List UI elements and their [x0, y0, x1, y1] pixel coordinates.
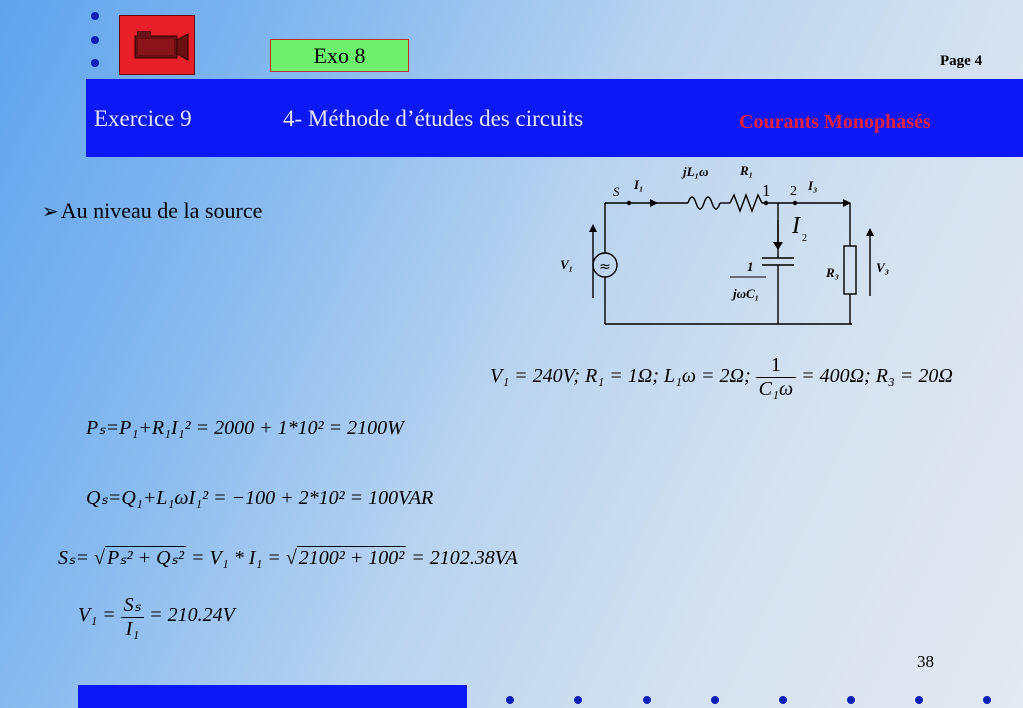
footer-dot-5	[779, 696, 787, 704]
header-courants-label: Courants Monophasés	[739, 111, 931, 133]
label-r1: R₁	[740, 163, 754, 178]
qs-equation: Qₛ=Q₁+L₁ωI₁² = −100 + 2*10² = 100VAR	[86, 487, 434, 509]
label-cap-den: jωC₁	[733, 286, 760, 301]
label-i3: I₃	[808, 178, 818, 193]
page-number: 38	[917, 652, 934, 671]
given-part1: V₁ = 240V; R₁ = 1Ω; L₁ω = 2Ω;	[490, 365, 751, 388]
resistor-r1-symbol	[730, 195, 762, 211]
given-frac-num: 1	[756, 354, 796, 378]
camera-icon	[120, 16, 196, 76]
page-label: Page 4	[940, 53, 983, 69]
header-method-title: 4- Méthode d’études des circuits	[283, 106, 584, 131]
ss-left: Sₛ=	[58, 547, 89, 569]
ss-sqrt2: 2100² + 100²	[298, 547, 405, 569]
footer-dot-8	[983, 696, 991, 704]
given-fraction	[756, 354, 796, 401]
ss-mid: = V₁ * I₁ =	[191, 547, 281, 569]
ss-sqrt1: Pₛ² + Qₛ²	[106, 547, 185, 569]
camera-action-button[interactable]	[119, 15, 195, 75]
given-part2: = 400Ω; R₃ = 20Ω	[801, 365, 953, 388]
ss-right: = 2102.38VA	[411, 547, 518, 569]
footer-dot-3	[643, 696, 651, 704]
v1-fraction	[121, 592, 144, 641]
given-frac-den: C₁ω	[758, 378, 794, 400]
inductor-symbol	[688, 197, 720, 209]
label-jl1w: jL₁ω	[683, 164, 709, 179]
v1-frac-num: Sₛ	[121, 592, 144, 618]
footer-dot-7	[915, 696, 923, 704]
footer-band	[78, 685, 467, 708]
bullet-text: Au niveau de la source	[60, 198, 263, 223]
label-i2-sub: 2	[802, 233, 807, 244]
circuit-diagram	[550, 158, 890, 338]
exo-button[interactable]: Exo 8	[270, 39, 409, 72]
header-exercice-title: Exercice 9	[94, 106, 192, 131]
v1-right: = 210.24V	[149, 604, 235, 627]
v1-left: V₁ =	[78, 604, 116, 627]
v1-equation	[78, 592, 235, 641]
ps-equation: Pₛ=P₁+R₁I₁² = 2000 + 1*10² = 2100W	[86, 417, 404, 439]
footer-dot-6	[847, 696, 855, 704]
label-v3: V₃	[876, 260, 890, 275]
label-r3: R₃	[826, 265, 840, 280]
label-node2: 2	[790, 184, 797, 199]
label-node1: 1	[762, 181, 771, 200]
ss-equation: Sₛ= √ Pₛ² + Qₛ² = V₁ * I₁ = √ 2100² + 100² = 2102.38VA	[58, 547, 518, 569]
footer-dot-4	[711, 696, 719, 704]
bullet-dot-2	[91, 36, 99, 44]
label-s: S	[613, 184, 620, 199]
label-i1: I₁	[634, 177, 644, 192]
bullet-dot-3	[91, 59, 99, 67]
arrow-bullet-icon: ➢	[42, 199, 59, 223]
source-symbol: ≈	[599, 259, 611, 275]
resistor-r3-symbol	[844, 246, 856, 294]
given-values-equation	[490, 354, 953, 401]
v1-frac-den: I₁	[125, 618, 140, 640]
label-cap-num: 1	[747, 259, 754, 274]
bullet-item	[42, 198, 262, 224]
footer-dot-1	[506, 696, 514, 704]
label-v1: V₁	[560, 257, 574, 272]
bullet-dot-1	[91, 12, 99, 20]
footer-dot-2	[574, 696, 582, 704]
label-i2: I	[792, 213, 800, 239]
